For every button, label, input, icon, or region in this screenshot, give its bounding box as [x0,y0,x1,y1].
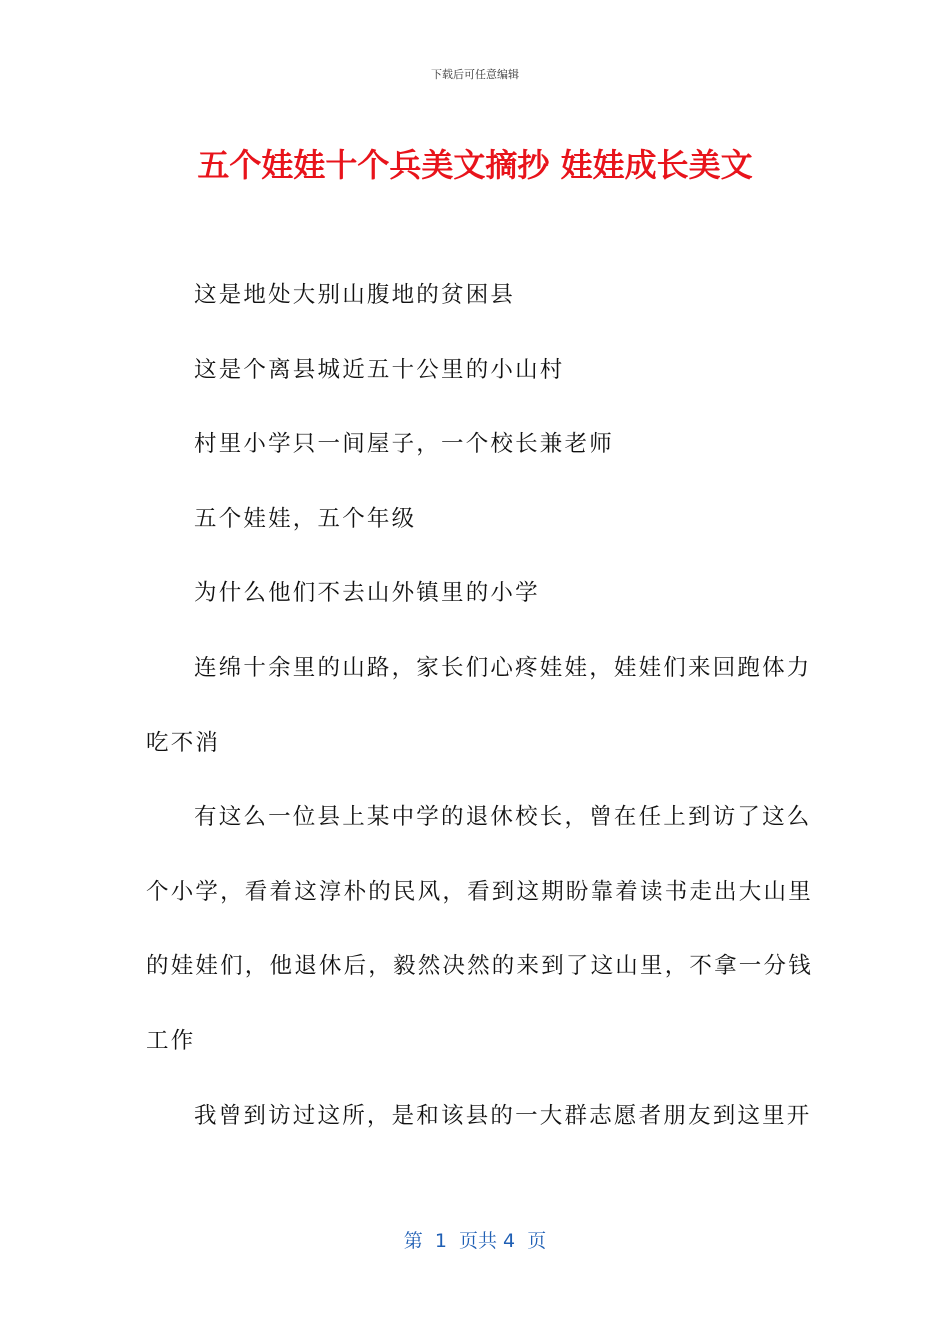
paragraph-line: 这是地处大别山腹地的贫困县 [194,282,516,308]
header-note: 下载后可任意编辑 [431,68,519,81]
paragraph-line: 个小学，看着这淳朴的民风，看到这期盼靠着读书走出大山里 [146,878,813,905]
paragraph-line: 村里小学只一间屋子，一个校长兼老师 [194,431,614,458]
paragraph-line: 我曾到访过这所，是和该县的一大群志愿者朋友到这里开 [194,1102,812,1129]
paragraph-line: 连绵十余里的山路，家长们心疼娃娃，娃娃们来回跑体力 [194,654,812,681]
paragraph-line: 吃不消 [146,729,221,756]
paragraph-line: 五个娃娃，五个年级 [194,505,417,532]
paragraph-line: 这是个离县城近五十公里的小山村 [194,356,565,383]
paragraph-line: 有这么一位县上某中学的退休校长，曾在任上到访了这么 [194,804,812,831]
paragraph-line: 的娃娃们，他退休后，毅然决然的来到了这山里，不拿一分钱 [146,953,813,980]
paragraph-line: 为什么他们不去山外镇里的小学 [194,580,540,607]
page-number-footer: 第 1 页共 4 页 [403,1230,547,1252]
article-body [146,273,813,1168]
page-title: 五个娃娃十个兵美文摘抄 娃娃成长美文 [197,146,753,184]
paragraph-line: 工作 [146,1027,196,1054]
